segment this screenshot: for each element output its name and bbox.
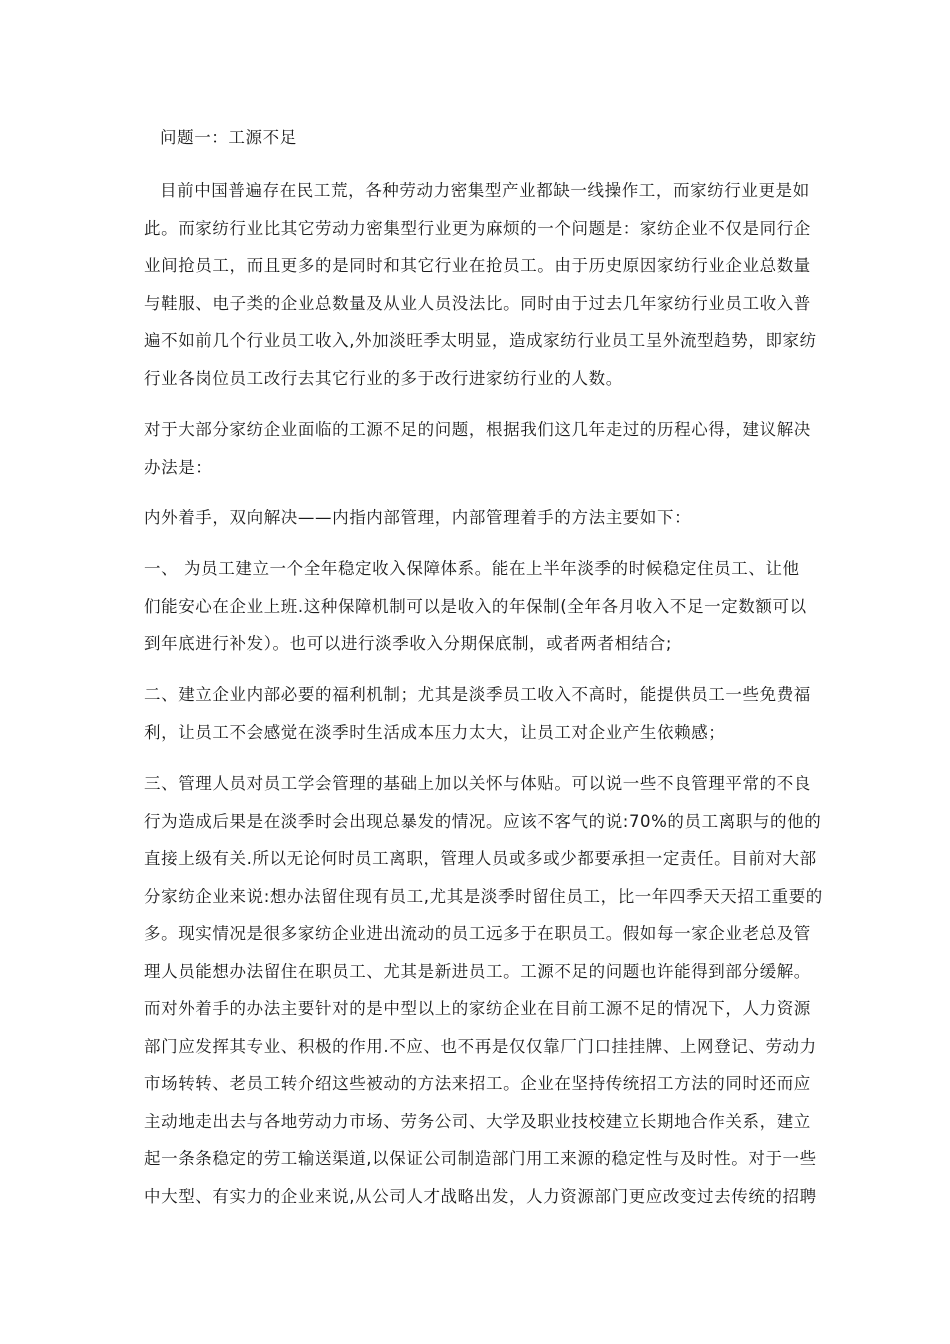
paragraph-point-two bbox=[144, 676, 814, 751]
text-line: 到年底进行补发）。也可以进行淡季收入分期保底制，或者两者相结合; bbox=[144, 634, 673, 653]
text-line: 行为造成后果是在淡季时会出现总暴发的情况。应该不客气的说:70%的员工离职与的他的 bbox=[144, 811, 822, 831]
text-line: 对于大部分家纺企业面临的工源不足的问题，根据我们这几年走过的历程心得，建议解决 bbox=[144, 420, 811, 439]
text-line: 办法是： bbox=[144, 457, 213, 477]
text-line: 此。而家纺行业比其它劳动力密集型行业更为麻烦的一个问题是：家纺企业不仅是同行企 bbox=[144, 218, 811, 238]
text-line: 部门应发挥其专业、积极的作用.不应、也不再是仅仅靠厂门口挂挂牌、上网登记、劳动力 bbox=[144, 1036, 817, 1056]
text-line: 行业各岗位员工改行去其它行业的多于改行进家纺行业的人数。 bbox=[144, 368, 623, 388]
heading-text: 问题一：工源不足 bbox=[160, 128, 297, 147]
text-line: 们能安心在企业上班.这种保障机制可以是收入的年保制(全年各月收入不足一定数额可以 bbox=[144, 596, 807, 616]
text-line: 遍不如前几个行业员工收入,外加淡旺季太明显，造成家纺行业员工呈外流型趋势，即家纺 bbox=[144, 331, 817, 350]
paragraph-proposal bbox=[144, 411, 814, 486]
text-line: 直接上级有关.所以无论何时员工离职，管理人员或多或少都要承担一定责任。目前对大部 bbox=[144, 849, 817, 868]
section-heading bbox=[144, 119, 830, 157]
paragraph-point-one bbox=[144, 550, 814, 663]
text-line: 业间抢员工，而且更多的是同时和其它行业在抢员工。由于历史原因家纺行业企业总数量 bbox=[144, 256, 811, 275]
text-line: 内外着手，双向解决——内指内部管理，内部管理着手的方法主要如下： bbox=[144, 508, 692, 527]
paragraph-point-three bbox=[144, 765, 823, 1215]
text-line: 利，让员工不会感觉在淡季时生活成本压力太大，让员工对企业产生依赖感； bbox=[144, 722, 726, 742]
text-line: 分家纺企业来说:想办法留住现有员工,尤其是淡季时留住员工，比一年四季天天招工重要的 bbox=[144, 886, 823, 906]
paragraph-approach bbox=[144, 499, 814, 537]
text-line: 主动地走出去与各地劳动力市场、劳务公司、大学及职业技校建立长期地合作关系，建立 bbox=[144, 1111, 811, 1131]
text-line: 二、建立企业内部必要的福利机制；尤其是淡季员工收入不高时，能提供员工一些免费福 bbox=[144, 685, 811, 704]
text-line: 与鞋服、电子类的企业总数量及从业人员没法比。同时由于过去几年家纺行业员工收入普 bbox=[144, 293, 811, 313]
text-line: 一、 为员工建立一个全年稳定收入保障体系。能在上半年淡季的时候稳定住员工、让他 bbox=[144, 559, 800, 578]
text-line: 多。现实情况是很多家纺企业进出流动的员工远多于在职员工。假如每一家企业老总及管 bbox=[144, 924, 811, 943]
paragraph-background bbox=[144, 172, 817, 397]
text-line: 而对外着手的办法主要针对的是中型以上的家纺企业在目前工源不足的情况下，人力资源 bbox=[144, 999, 811, 1018]
text-line: 三、管理人员对员工学会管理的基础上加以关怀与体贴。可以说一些不良管理平常的不良 bbox=[144, 774, 811, 793]
text-line: 中大型、有实力的企业来说,从公司人才战略出发，人力资源部门更应改变过去传统的招聘 bbox=[144, 1186, 817, 1206]
text-line: 目前中国普遍存在民工荒，各种劳动力密集型产业都缺一线操作工，而家纺行业更是如 bbox=[160, 181, 810, 200]
text-line: 市场转转、老员工转介绍这些被动的方法来招工。企业在坚持传统招工方法的同时还而应 bbox=[144, 1074, 811, 1093]
text-line: 理人员能想办法留住在职员工、尤其是新进员工。工源不足的问题也许能得到部分缓解。 bbox=[144, 961, 811, 981]
text-line: 起一条条稳定的劳工输送渠道,以保证公司制造部门用工来源的稳定性与及时性。对于一些 bbox=[144, 1149, 817, 1168]
